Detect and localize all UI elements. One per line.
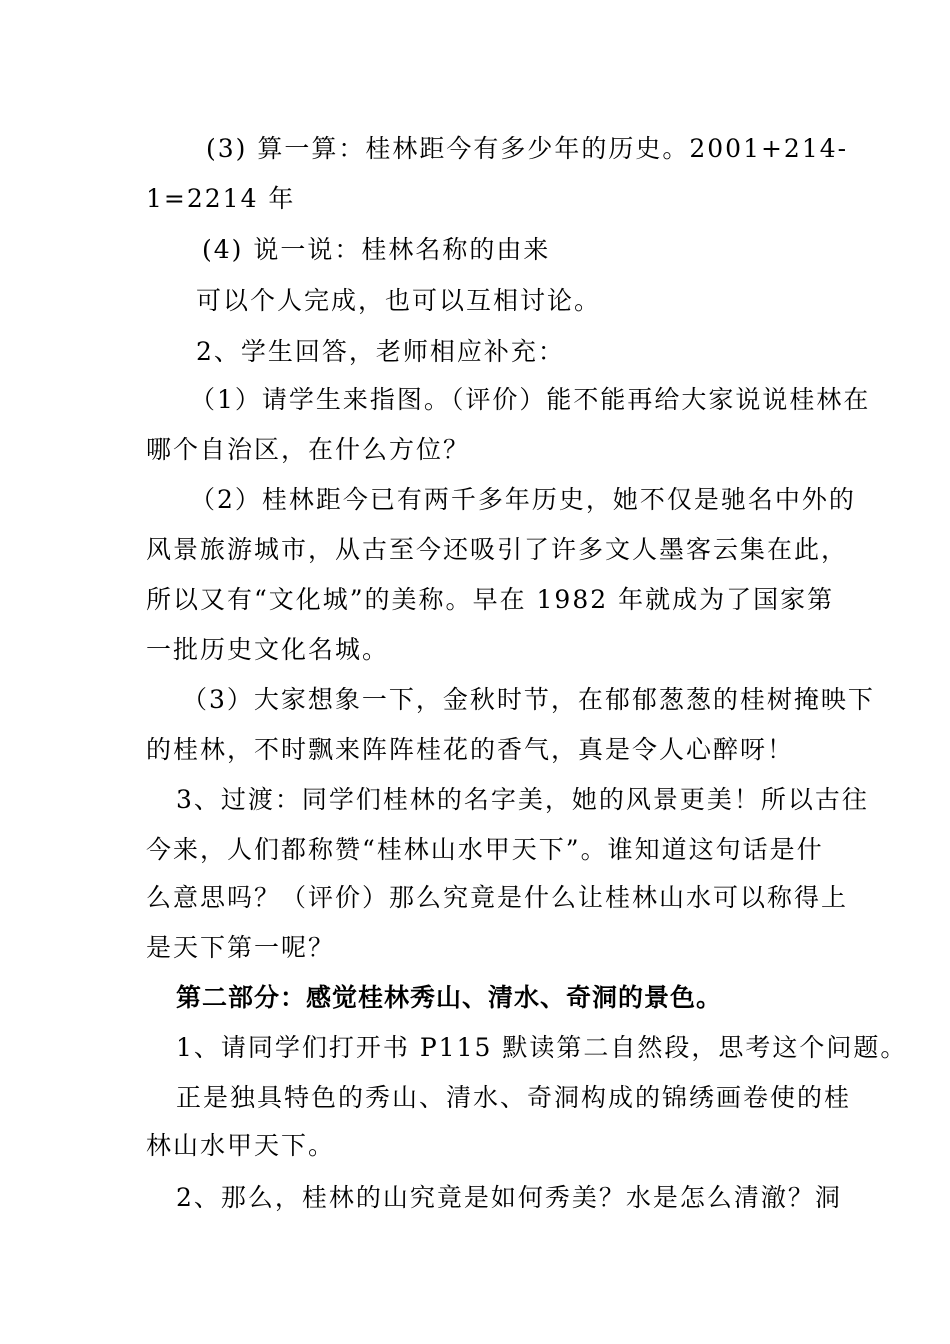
paragraph-line: 林山水甲天下。 xyxy=(146,1131,336,1160)
paragraph-line: （2）桂林距今已有两千多年历史，她不仅是驰名中外的 xyxy=(190,485,856,514)
paragraph-line: 一批历史文化名城。 xyxy=(146,635,390,664)
paragraph-line: (3) 算一算：桂林距今有多少年的历史。2001+214- xyxy=(206,134,849,163)
paragraph-line: 今来，人们都称赞“桂林山水甲天下”。谁知道这句话是什 xyxy=(146,835,824,864)
paragraph-line: 的桂林，不时飘来阵阵桂花的香气，真是令人心醉呀！ xyxy=(146,735,795,764)
paragraph-line: 么意思吗？（评价）那么究竟是什么让桂林山水可以称得上 xyxy=(146,883,849,912)
paragraph-line: 1=2214 年 xyxy=(146,184,296,213)
paragraph-line: 哪个自治区，在什么方位？ xyxy=(146,435,471,464)
paragraph-line: 2、学生回答，老师相应补充： xyxy=(196,337,565,366)
paragraph-line: （1）请学生来指图。（评价）能不能再给大家说说桂林在 xyxy=(190,385,871,414)
paragraph-line: 3、过渡：同学们桂林的名字美，她的风景更美！所以古往 xyxy=(176,785,869,814)
paragraph-line: 2、那么，桂林的山究竟是如何秀美？水是怎么清澈？洞 xyxy=(176,1183,842,1212)
paragraph-line: (4) 说一说：桂林名称的由来 xyxy=(202,235,551,264)
section-heading: 第二部分：感觉桂林秀山、清水、奇洞的景色。 xyxy=(176,983,723,1012)
paragraph-line: 风景旅游城市，从古至今还吸引了许多文人墨客云集在此， xyxy=(146,535,849,564)
paragraph-line: 正是独具特色的秀山、清水、奇洞构成的锦绣画卷使的桂 xyxy=(176,1083,852,1112)
paragraph-line: 是天下第一呢？ xyxy=(146,933,336,962)
paragraph-line: 1、请同学们打开书 P115 默读第二自然段，思考这个问题。 xyxy=(176,1033,908,1062)
paragraph-line: 可以个人完成，也可以互相讨论。 xyxy=(196,286,602,315)
paragraph-line: （3）大家想象一下，金秋时节，在郁郁葱葱的桂树掩映下 xyxy=(182,685,875,714)
paragraph-line: 所以又有“文化城”的美称。早在 1982 年就成为了国家第 xyxy=(146,585,835,614)
